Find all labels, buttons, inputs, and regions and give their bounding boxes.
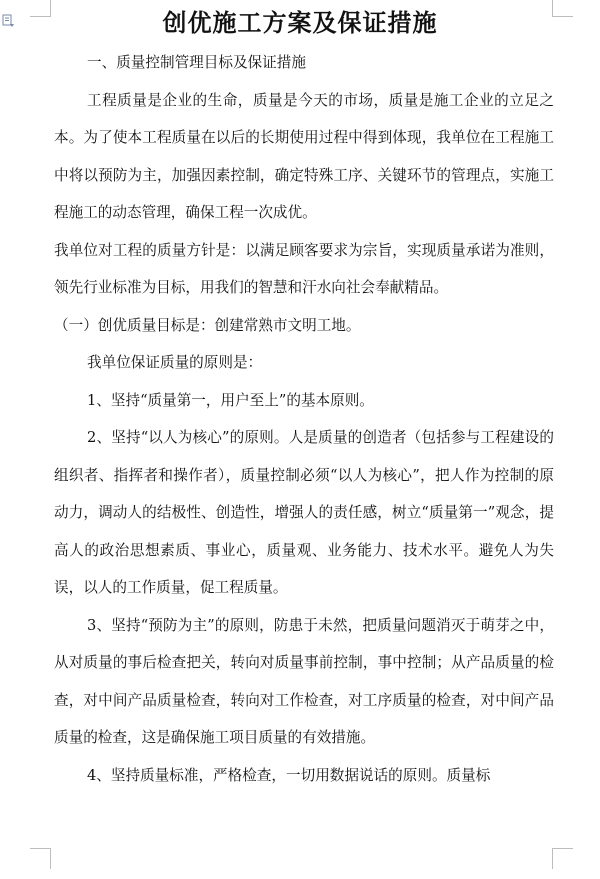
list-item: 2、坚持“以人为核心”的原则。人是质量的创造者（包括参与工程建设的组织者、指挥者和操作者），质量控制必须“以人为核心”，把人作为控制的原动力，调动人的结极性、创造性，增强人的责任感，树立“质量第一”观念，提高人的政治思想素质、事业心，质量观、业务能力、技术水平。避免人为失误，以人的工作质量，促工程质量。 bbox=[54, 429, 554, 596]
crop-mark-bottom-right bbox=[552, 848, 573, 869]
body-paragraph: 我单位对工程的质量方针是：以满足顾客要求为宗旨，实现质量承诺为准则，领先行业标准为目标，用我们的智慧和汗水向社会奉献精品。 bbox=[54, 241, 554, 296]
subsection-heading: （一）创优质量目标是：创建常熟市文明工地。 bbox=[54, 316, 361, 334]
section-heading: 一、质量控制管理目标及保证措施 bbox=[87, 54, 306, 71]
crop-mark-bottom-left bbox=[30, 848, 51, 869]
list-item: 3、坚持“预防为主”的原则，防患于未然，把质量问题消灭于萌芽之中，从对质量的事后检查把关，转向对质量事前控制，事中控制；从产品质量的检查，对中间产品质量检查，转向对工作检查，对工序质量的检查，对中间产品质量的检查，这是确保施工项目质量的有效措施。 bbox=[54, 616, 554, 746]
document-title: 创优施工方案及保证措施 bbox=[162, 9, 438, 37]
list-item: 4、坚持质量标准，严格检查，一切用数据说话的原则。质量标 bbox=[87, 766, 491, 784]
document-body bbox=[54, 44, 554, 794]
body-paragraph: 我单位保证质量的原则是： bbox=[87, 354, 263, 371]
list-item: 1、坚持“质量第一，用户至上”的基本原则。 bbox=[87, 391, 374, 409]
body-paragraph: 工程质量是企业的生命，质量是今天的市场，质量是施工企业的立足之本。为了使本工程质量在以后的长期使用过程中得到体现，我单位在工程施工中将以预防为主，加强因素控制，确定特殊工序、关键环节的管理点，实施工程施工的动态管理，确保工程一次成优。 bbox=[54, 91, 554, 221]
